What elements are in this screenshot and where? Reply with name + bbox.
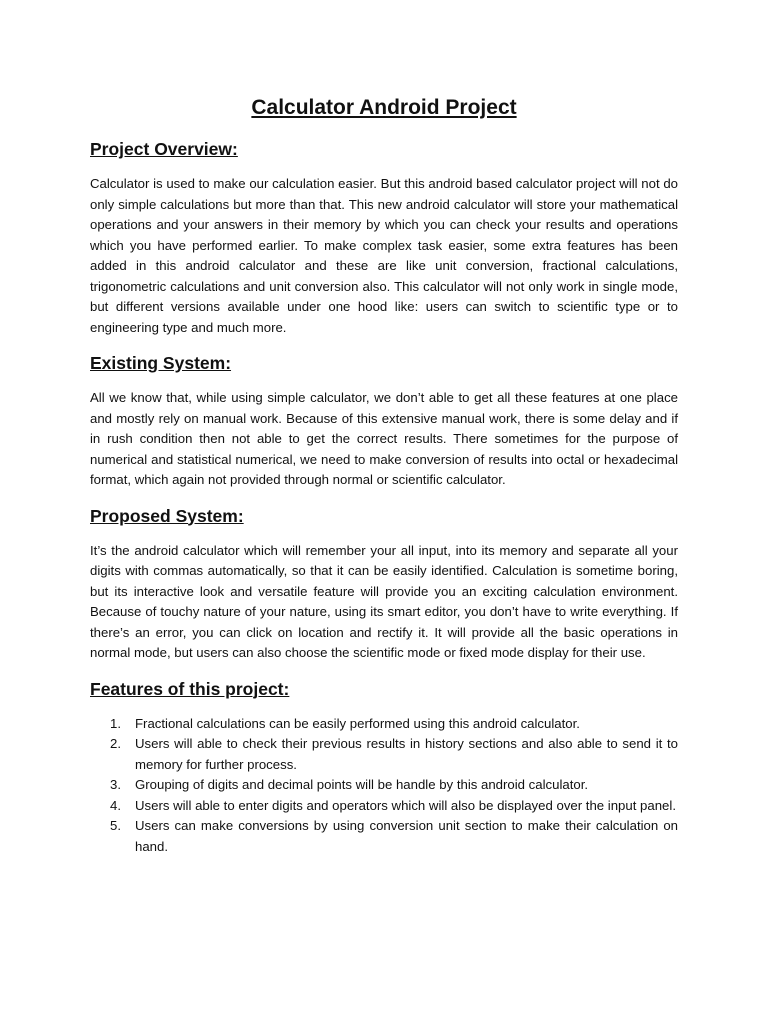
section-heading-features: Features of this project: <box>90 678 290 699</box>
list-item-number: 4. <box>110 797 121 813</box>
list-item <box>90 775 678 796</box>
section-proposed-system <box>90 503 678 664</box>
list-item-text: Users can make conversions by using conversion unit section to make their calculation on hand. <box>135 818 678 854</box>
list-item-number: 2. <box>110 736 121 751</box>
section-heading-existing-system: Existing System: <box>90 353 232 373</box>
section-project-overview <box>90 136 678 338</box>
list-item-number: 3. <box>110 777 121 792</box>
document-page <box>90 94 678 857</box>
section-heading-project-overview: Project Overview: <box>90 139 238 159</box>
list-item-number: 5. <box>110 818 121 833</box>
section-heading-proposed-system: Proposed System: <box>90 505 244 526</box>
paragraph-existing-system: All we know that, while using simple calculator, we don’t able to get all these features at one place and mostly rely on manual work. Because of this extensive manual work, there is some delay and if in rush condition then not able to get the correct results. There sometimes for the purpose of numerical and statistical numerical, we need to make conversion of results into octal or hexadecimal format, which again not provided through normal or scientific calculator. <box>90 390 678 487</box>
list-item-text: Grouping of digits and decimal points will be handle by this android calculator. <box>135 777 589 792</box>
list-item <box>90 714 678 735</box>
list-item-text: Users will able to check their previous results in history sections and also able to send it to memory for further process. <box>135 736 678 772</box>
list-item <box>90 734 678 775</box>
section-features <box>90 676 678 858</box>
list-item <box>90 796 678 817</box>
list-item-number: 1. <box>110 715 121 731</box>
list-item-text: Fractional calculations can be easily performed using this android calculator. <box>135 715 580 731</box>
paragraph-project-overview: Calculator is used to make our calculation easier. But this android based calculator project will not do only simple calculations but more than that. This new android calculator will store your mathematical operations and your answers in their memory by which you can check your results and operations which you have performed earlier. To make complex task easier, some extra features has been added in this android calculator and these are like unit conversion, fractional calculations, trigonometric calculations and unit conversion also. This calculator will not only work in single mode, but different versions available under one hood like: users can switch to scientific type or to engineering type and much more. <box>90 176 678 335</box>
list-item <box>90 816 678 857</box>
features-list <box>90 714 678 858</box>
page-title: Calculator Android Project <box>251 96 517 119</box>
paragraph-proposed-system: It’s the android calculator which will remember your all input, into its memory and separate all your digits with commas automatically, so that it can be easily identified. Calculation is sometime boring, but its interactive look and versatile feature will provide you an exciting calculation environment. Because of touchy nature of your nature, using its smart editor, you don’t have to write everything. If there’s an error, you can click on location and rectify it. It will provide all the basic operations in normal mode, but users can also choose the scientific mode or fixed mode display for their use. <box>90 542 678 660</box>
list-item-text: Users will able to enter digits and operators which will also be displayed over the input panel. <box>135 797 676 813</box>
section-existing-system <box>90 350 678 491</box>
